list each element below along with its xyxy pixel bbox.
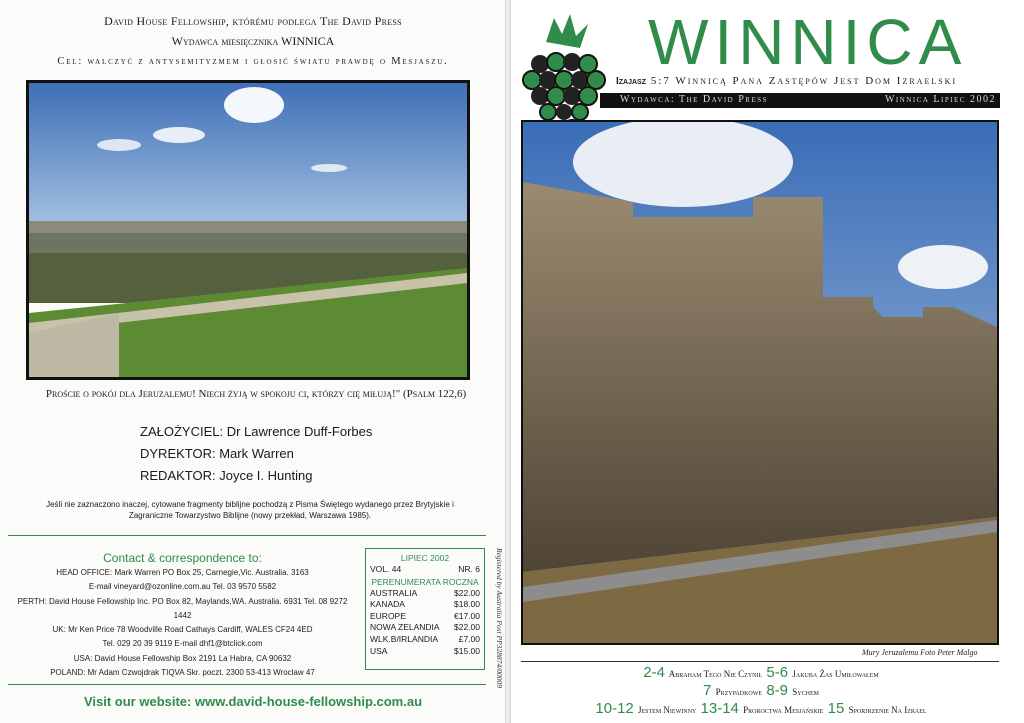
divider [521,661,999,662]
contact-block [10,550,355,680]
toc-title: Abraham Tego Nie Czynił [668,669,763,679]
psalm-quote: Proście o pokój dla Jeruzalemu! Niech żyją w spokoju ci, którzy cię miłują!" (Psalm 122,6) [45,388,467,400]
magazine-spine [505,0,511,723]
publisher-line-2: Wydawca miesięcznika WINNICA [171,34,335,48]
price-value: $22.00 [454,587,480,598]
price-country: WLK.B/IRLANDIA [370,633,439,644]
contact-line: UK: Mr Ken Price 78 Woodville Road Cathays Cardiff, WALES CF24 4ED [52,625,313,635]
volume: VOL. 44 [370,564,402,574]
publisher-line-1: David House Fellowship, którému podlega The David Press [104,14,402,28]
masthead-title: WINNICA [648,6,968,78]
subtitle-text: 5:7 Winnicą Pana Zastępów Jest Dom Izraelski [650,75,958,87]
subtitle-verse [616,75,957,87]
toc-title: Przypadkowe [715,687,763,697]
director-credit: DYREKTOR: Mark Warren [140,446,294,461]
toc-row [521,700,999,717]
issue-date: LIPIEC 2002 [400,553,450,563]
price-country: EUROPE [370,610,406,621]
contact-line: E-mail vineyard@ozonline.com.au Tel. 03 9570 5582 [88,582,277,592]
contact-line: Tel. 029 20 39 9119 E-mail dhf1@btclick.com [102,639,263,649]
editor-credit: REDAKTOR: Joyce I. Hunting [140,468,313,483]
bar-issue: Winnica Lipiec 2002 [884,94,996,105]
toc-page: 15 [827,700,845,717]
publisher-bar [600,93,1000,108]
toc-page: 8-9 [766,682,789,699]
price-value: $22.00 [454,622,480,633]
subscription-box [365,548,485,670]
price-value: $18.00 [454,599,480,610]
toc-title: Jestem Niewinny [638,705,697,715]
subtitle-prefix: Izajasz [616,76,647,87]
toc-row [521,682,999,699]
toc-page: 7 [703,682,712,699]
contact-line: USA: David House Fellowship Box 2191 La Habra, CA 90632 [73,653,292,663]
toc-page: 10-12 [595,700,634,717]
divider [8,684,486,685]
toc-page: 5-6 [766,664,789,681]
price-country: NOWA ZELANDIA [370,622,440,633]
price-country: AUSTRALIA [370,587,418,598]
toc-page: 13-14 [700,700,739,717]
toc-row [521,664,999,681]
divider [8,535,486,536]
toc-title: Proroctwa Mesjańskie [743,705,824,715]
price-value: €17.00 [454,610,480,621]
price-country: USA [370,645,388,656]
contact-line: HEAD OFFICE: Mark Warren PO Box 25, Carnegie,Vic. Australia. 3163 [56,568,309,577]
price-value: £7.00 [458,633,480,644]
toc-page: 2-4 [643,664,665,681]
mission-statement: Cel: walczyć z antysemityzmem i głosić światu prawdę o Mesjaszu. [57,56,449,67]
contact-line: POLAND: Mr Adam Czwojdrak TIQVA Skr. poczt. 2300 53-413 Wroclaw 47 [50,668,315,678]
price-value: $15.00 [454,645,480,656]
subscription-heading: PERENUMERATA ROCZNA [371,576,479,587]
jerusalem-walls-photo [521,120,999,645]
toc-title: Sychem [792,687,819,697]
price-country: KANADA [370,599,405,610]
photo-caption: Mury Jeruzalemu Foto Peter Malgo [862,648,978,657]
founder-credit: ZAŁOŻYCIEL: Dr Lawrence Duff-Forbes [140,424,373,439]
left-page [0,0,506,723]
issue-number: NR. 6 [458,564,480,574]
contact-line: PERTH: David House Fellowship Inc. PO Box 82, Maylands,WA. Australia. 6931 Tel. 08 9272 1442 [17,596,348,620]
jerusalem-panorama-photo [26,80,470,380]
bar-publisher: Wydawca: The David Press [620,94,769,105]
toc-title: Jakuba Żas Umiłowałem [792,669,879,679]
website-link[interactable]: Visit our website: www.david-house-fellowship.com.au [83,694,423,709]
registration-text [492,548,506,698]
registration-label: Registered by Australia Post PP328874/00009 [495,548,504,688]
contact-heading: Contact & correspondence to: [103,551,262,565]
toc-title: Sporjrzenie Na Izrael [848,705,927,715]
bible-translation-note: Jeśli nie zaznaczono inaczej, cytowane fragmenty biblijne pochodzą z Pisma Świętego wydanego przez Brytyjskie i Zagraniczne Towarzystwo Biblijne (nowy przekład, Warszawa 1985). [46,500,454,520]
